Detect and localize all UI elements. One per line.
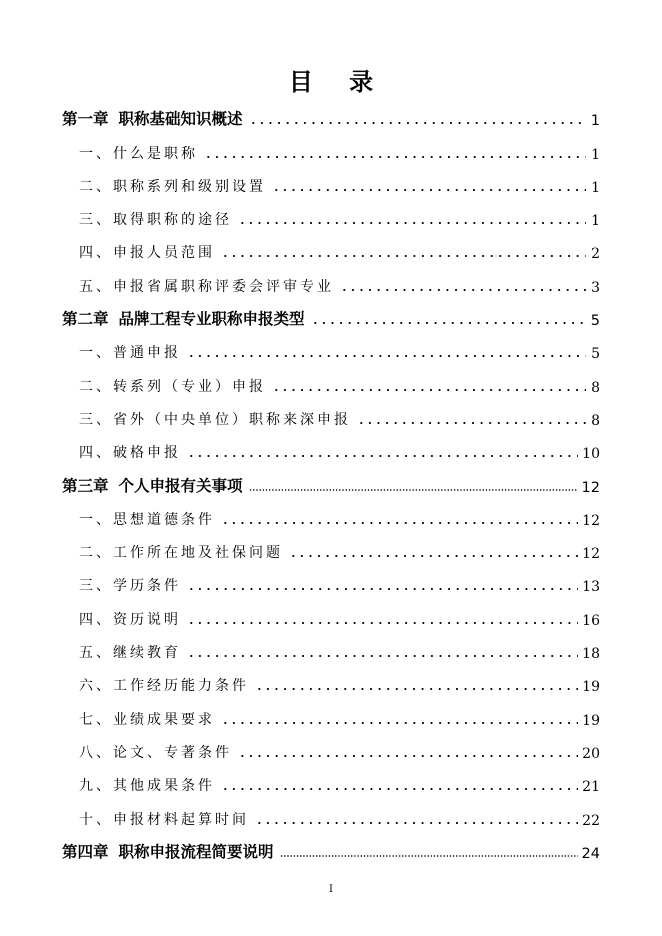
page-number: 19 — [582, 679, 600, 696]
toc-chapter-4[interactable] — [62, 835, 600, 868]
toc-chapter-1[interactable] — [62, 102, 600, 135]
dot-leader — [238, 215, 586, 225]
page-number: 1 — [591, 179, 600, 196]
section-title: 十、申报材料起算时间 — [79, 811, 249, 828]
toc-chapter-2[interactable] — [62, 302, 600, 335]
section-title: 五、申报省属职称评委会评审专业 — [79, 278, 334, 295]
page-title: 目 录 — [288, 68, 388, 96]
section-title: 一、什么是职称 — [79, 145, 198, 162]
dot-leader — [249, 482, 578, 492]
dot-leader — [272, 382, 586, 392]
chapter-title: 个人申报有关事项 — [118, 476, 243, 495]
section-title: 二、转系列（专业）申报 — [79, 378, 266, 395]
chapter-title: 职称基础知识概述 — [118, 110, 243, 129]
page-number: 20 — [582, 745, 600, 762]
toc-section[interactable] — [62, 668, 600, 701]
page-number: 12 — [582, 512, 600, 529]
page-number: 5 — [590, 313, 600, 330]
dot-leader — [221, 715, 578, 725]
toc-section[interactable] — [62, 768, 600, 801]
section-title: 八、论文、专著条件 — [79, 744, 232, 761]
toc-section[interactable] — [62, 601, 600, 634]
toc-section[interactable] — [62, 335, 600, 368]
page-number: 12 — [582, 546, 600, 563]
toc-section[interactable] — [62, 502, 600, 535]
page-number: 5 — [591, 346, 600, 363]
dot-leader — [187, 581, 578, 591]
dot-leader — [187, 348, 586, 358]
toc-section[interactable] — [62, 268, 600, 301]
page-number: 21 — [582, 779, 600, 796]
section-title: 四、资历说明 — [79, 611, 181, 628]
toc-section[interactable] — [62, 235, 600, 268]
toc-section[interactable] — [62, 169, 600, 202]
section-title: 一、思想道德条件 — [79, 511, 215, 528]
page-number: 1 — [591, 146, 600, 163]
dot-leader — [280, 848, 578, 858]
dot-leader — [238, 748, 578, 758]
dot-leader — [272, 182, 586, 192]
toc-section[interactable] — [62, 202, 600, 235]
dot-leader — [187, 648, 578, 658]
page-number: 19 — [582, 712, 600, 729]
section-title: 九、其他成果条件 — [79, 778, 215, 795]
chapter-title: 职称申报流程简要说明 — [118, 842, 274, 861]
chapter-number: 第一章 — [62, 110, 109, 129]
dot-leader — [249, 115, 586, 125]
section-title: 三、取得职称的途径 — [79, 212, 232, 229]
page-number: 1 — [591, 213, 600, 230]
toc-chapter-3[interactable] — [62, 468, 600, 501]
footer-page-number: I — [329, 884, 333, 895]
page-number: 2 — [591, 246, 600, 263]
chapter-title: 品牌工程专业职称申报类型 — [118, 310, 305, 329]
page-number: 18 — [582, 646, 600, 663]
toc-section[interactable] — [62, 368, 600, 401]
page-number: 1 — [590, 113, 600, 130]
section-title: 三、省外（中央单位）职称来深申报 — [79, 411, 351, 428]
toc-section[interactable] — [62, 568, 600, 601]
chapter-number: 第三章 — [62, 476, 109, 495]
page-number: 10 — [582, 446, 600, 463]
dot-leader — [221, 781, 578, 791]
dot-leader — [255, 681, 578, 691]
section-title: 七、业绩成果要求 — [79, 711, 215, 728]
dot-leader — [255, 815, 578, 825]
page-number: 13 — [582, 579, 600, 596]
section-title: 六、工作经历能力条件 — [79, 678, 249, 695]
toc-section[interactable] — [62, 402, 600, 435]
page-number: 24 — [581, 845, 600, 862]
dot-leader — [311, 315, 586, 325]
dot-leader — [204, 149, 586, 159]
dot-leader — [187, 448, 578, 458]
chapter-number: 第二章 — [62, 310, 109, 329]
section-title: 一、普通申报 — [79, 345, 181, 362]
toc-section[interactable] — [62, 135, 600, 168]
toc-section[interactable] — [62, 801, 600, 834]
toc-section[interactable] — [62, 535, 600, 568]
section-title: 二、职称系列和级别设置 — [79, 178, 266, 195]
dot-leader — [340, 282, 586, 292]
page-number: 8 — [591, 379, 600, 396]
dot-leader — [187, 615, 578, 625]
section-title: 四、申报人员范围 — [79, 245, 215, 262]
chapter-number: 第四章 — [62, 842, 109, 861]
table-of-contents — [62, 102, 600, 868]
toc-section[interactable] — [62, 701, 600, 734]
dot-leader — [221, 515, 578, 525]
dot-leader — [221, 248, 586, 258]
section-title: 四、破格申报 — [79, 445, 181, 462]
page-number: 8 — [591, 412, 600, 429]
toc-section[interactable] — [62, 435, 600, 468]
toc-section[interactable] — [62, 635, 600, 668]
page-number: 3 — [591, 279, 600, 296]
dot-leader — [289, 548, 578, 558]
section-title: 三、学历条件 — [79, 578, 181, 595]
section-title: 二、工作所在地及社保问题 — [79, 545, 283, 562]
section-title: 五、继续教育 — [79, 645, 181, 662]
toc-section[interactable] — [62, 735, 600, 768]
page-number: 12 — [581, 479, 600, 496]
dot-leader — [357, 415, 586, 425]
page-number: 16 — [582, 612, 600, 629]
page-number: 22 — [582, 812, 600, 829]
